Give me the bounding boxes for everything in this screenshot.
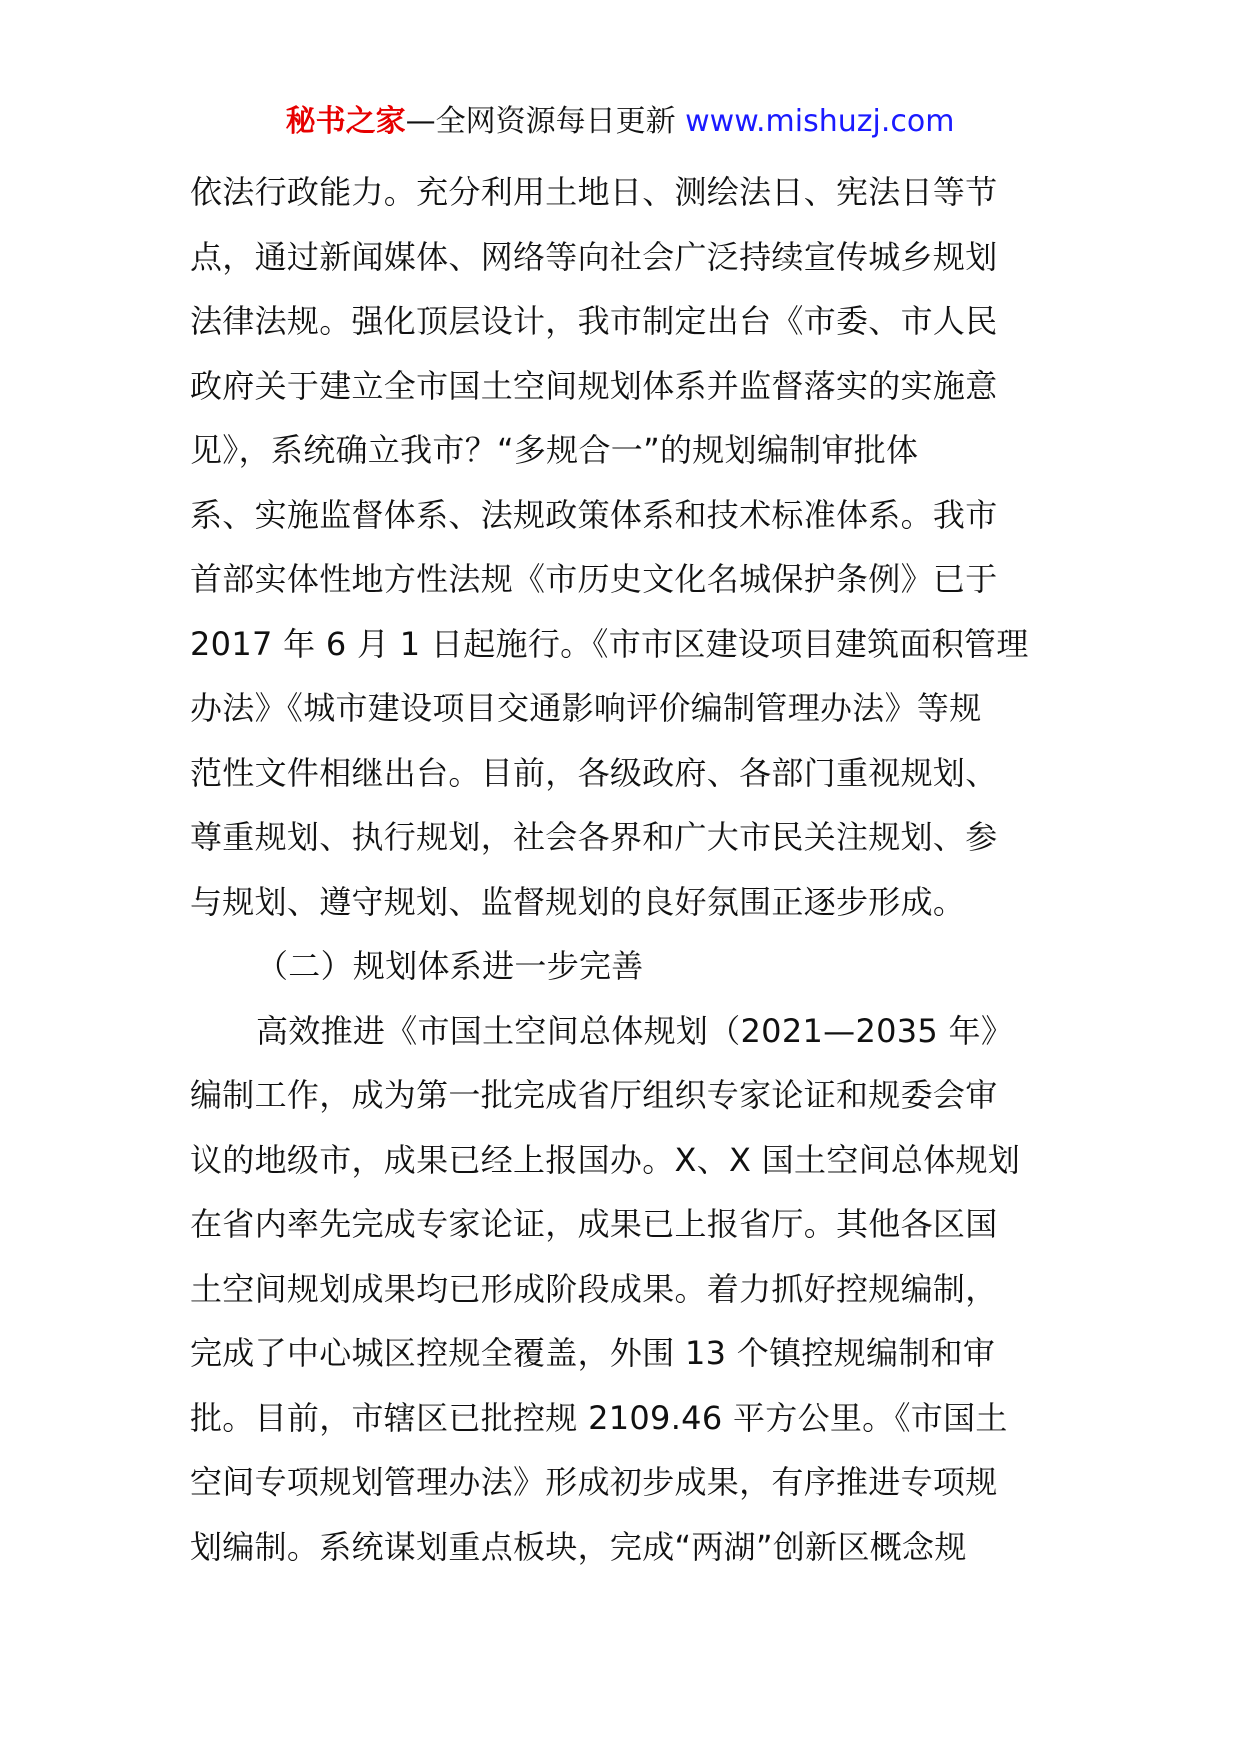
paragraph-first-line: 高效推进《市国土空间总体规划（2021—2035 年》 (256, 1011, 1014, 1050)
body-line: 2017 年 6 月 1 日起施行。《市市区建设项目建筑面积管理 (190, 624, 1029, 663)
body-line: 首部实体性地方性法规《市历史文化名城保护条例》已于 (190, 560, 998, 598)
body-line: 点，通过新闻媒体、网络等向社会广泛持续宣传城乡规划 (190, 237, 998, 276)
body-line: 范性文件相继出台。目前，各级政府、各部门重视规划、 (190, 753, 998, 792)
body-line: 空间专项规划管理办法》形成初步成果，有序推进专项规 (190, 1463, 998, 1501)
document-body (190, 160, 1060, 1579)
body-line: 法律法规。强化顶层设计，我市制定出台《市委、市人民 (190, 302, 998, 340)
body-line: 依法行政能力。充分利用土地日、测绘法日、宪法日等节 (190, 173, 998, 211)
body-line: 尊重规划、执行规划，社会各界和广大市民关注规划、参 (190, 818, 998, 856)
body-line: 批。目前，市辖区已批控规 2109.46 平方公里。《市国土 (190, 1398, 1008, 1437)
body-line: 见》，系统确立我市？“多规合一”的规划编制审批体 (190, 431, 919, 469)
body-line: 划编制。系统谋划重点板块，完成“两湖”创新区概念规 (190, 1527, 967, 1566)
body-line: 完成了中心城区控规全覆盖，外围 13 个镇控规编制和审 (190, 1334, 996, 1372)
site-slogan: —全网资源每日更新 (405, 104, 686, 139)
body-line: 在省内率先完成专家论证，成果已上报省厅。其他各区国 (190, 1205, 998, 1243)
body-line: 政府关于建立全市国土空间规划体系并监督落实的实施意 (190, 366, 998, 405)
page-header (0, 100, 1240, 144)
body-line: 编制工作，成为第一批完成省厅组织专家论证和规委会审 (190, 1076, 998, 1114)
site-brand: 秘书之家 (285, 104, 406, 139)
body-line: 议的地级市，成果已经上报国办。X、X 国土空间总体规划 (190, 1140, 1021, 1179)
site-url-link[interactable]: www.mishuzj.com (685, 104, 955, 139)
body-line: 与规划、遵守规划、监督规划的良好氛围正逐步形成。 (190, 882, 966, 921)
section-heading: （二）规划体系进一步完善 (256, 947, 644, 985)
body-line: 办法》《城市建设项目交通影响评价编制管理办法》等规 (190, 689, 982, 727)
body-line: 土空间规划成果均已形成阶段成果。着力抓好控规编制， (190, 1269, 998, 1308)
body-line: 系、实施监督体系、法规政策体系和技术标准体系。我市 (190, 495, 998, 534)
